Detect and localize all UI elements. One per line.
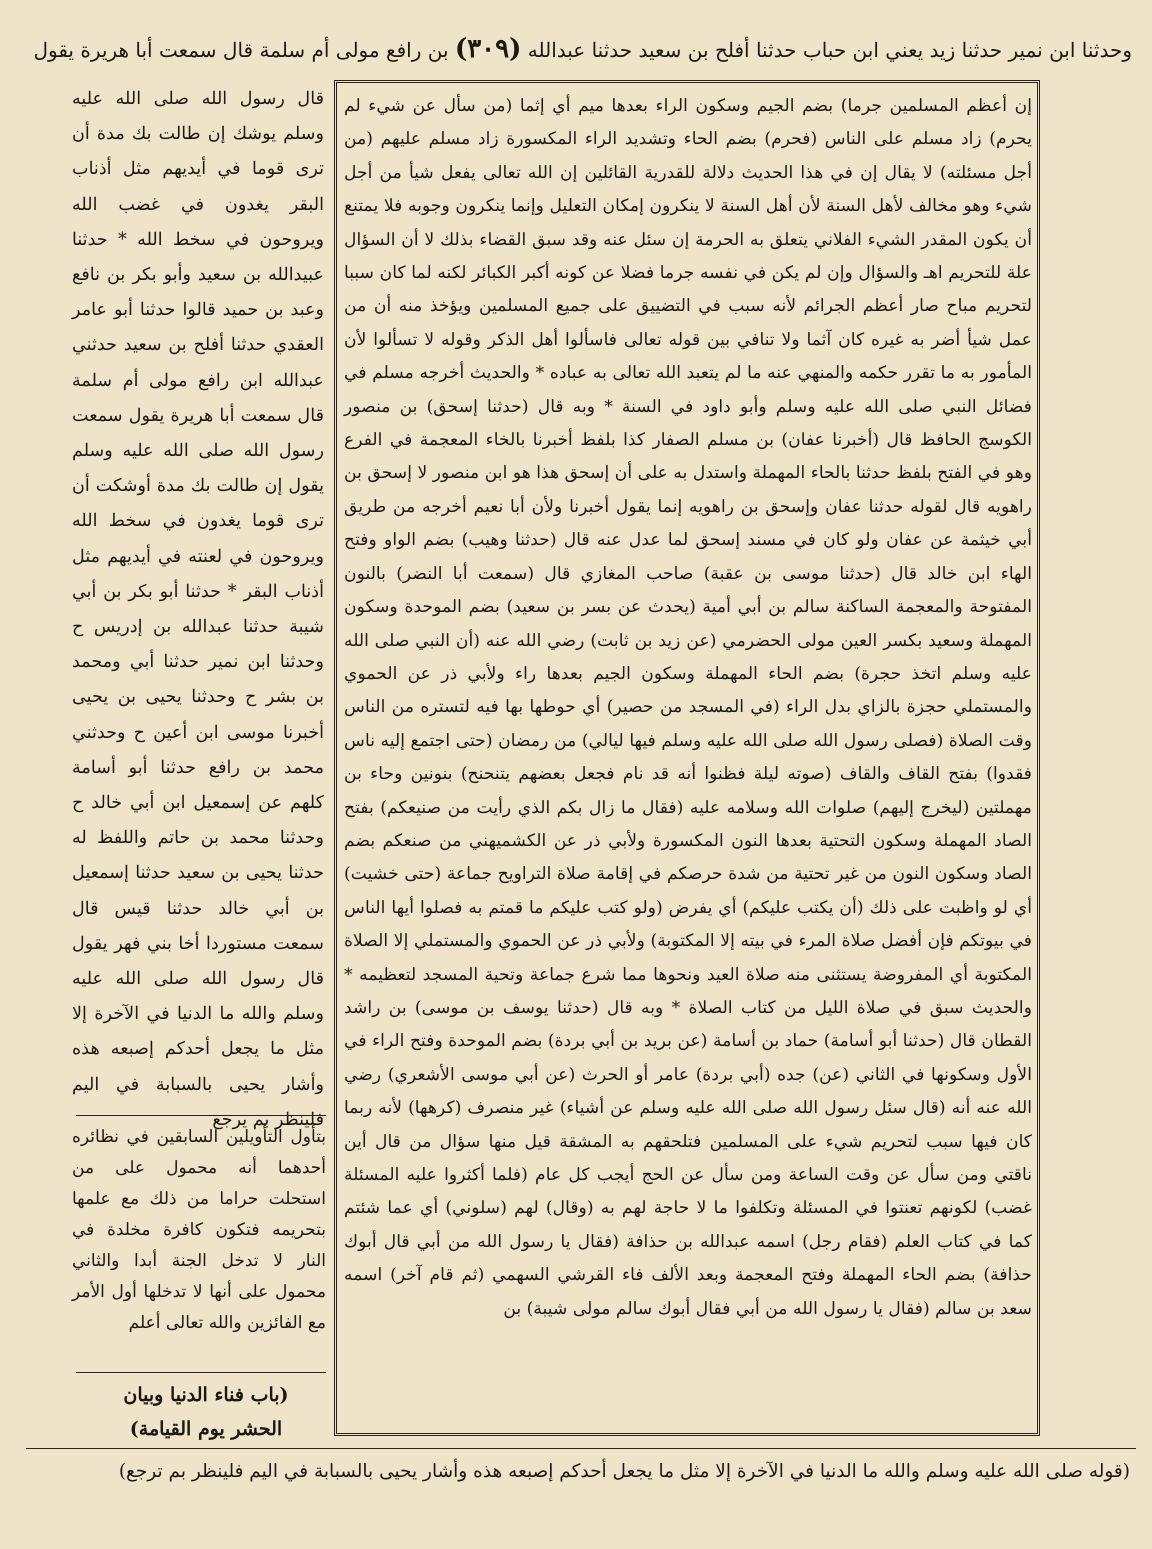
page-header [20, 26, 1132, 74]
chapter-heading: (باب فناء الدنيا وبيان الحشر يوم القيامة) [123, 1384, 289, 1440]
hadith-column: قال رسول الله صلى الله عليه وسلم يوشك إن طالت بك مدة أن ترى قوما في أيديهم مثل أذناب البقر يغدون في غضب الله ويروحون في سخط الله * حدثنا عبيدالله بن سعيد وأبو بكر بن نافع وعبد بن حميد قالوا حدثنا أبو عامر العقدي حدثنا أفلح بن سعيد حدثني عبدالله ابن رافع مولى أم سلمة قال سمعت أبا هريرة يقول سمعت رسول الله صلى الله عليه وسلم يقول إن طالت بك مدة أوشكت أن ترى قوما يغدون في سخط الله ويروحون في لعنته في أيديهم مثل أذناب البقر * حدثنا أبو بكر بن أبي شيبة حدثنا عبدالله بن إدريس ح وحدثنا ابن نمير حدثنا أبي ومحمد بن بشر ح وحدثنا يحيى بن يحيى أخبرنا موسى ابن أعين ح وحدثني محمد بن رافع حدثنا أبو أسامة كلهم عن إسمعيل ابن أبي خالد ح وحدثنا محمد بن حاتم واللفظ له حدثنا يحيى بن سعيد حدثنا إسمعيل بن أبي خالد حدثنا قيس قال سمعت مستوردا أخا بني فهر يقول قال رسول الله صلى الله عليه وسلم والله ما الدنيا في الآخرة إلا مثل ما يجعل أحدكم إصبعه هذه وأشار يحيى بالسبابة في اليم فلينظر بم يرجع [72, 89, 324, 1130]
divider [76, 1372, 326, 1373]
commentary-paragraph: إن أعظم المسلمين جرما) بضم الجيم وسكون الراء بعدها ميم أي إثما (من سأل عن شيء لم يحرم) زاد مسلم على الناس (فحرم) بضم الحاء وتشديد الراء المكسورة زاد مسلم عليهم (من أجل مسئلته) لا يقال إن في هذا الحديث دلالة للقدرية القائلين إن الله تعالى يفعل شيأ من أجل شيء وهو مخالف لأهل السنة لأن أهل السنة لا ينكرون إمكان التعليل وإنما ينكرون وجوبه فلا يمتنع أن يكون المقدر الشيء الفلاني يتعلق به الحرمة إن سئل عنه وقد سبق القضاء بذلك لا أن السؤال علة للتحريم اهـ والسؤال وإن لم يكن في نفسه جرما فضلا عن كونه أكبر الكبائر لكنه لما كان سببا لتحريم مباح صار أعظم الجرائم لأنه سبب في التضييق على جميع المسلمين ويؤخذ منه أن من عمل شيأ أضر به غيره كان آثما ولا تنافي بين قوله تعالى فاسألوا أهل الذكر وقوله لا تسألوا لأن المأمور به ما تقرر حكمه والمنهي عنه ما لم يتعبد الله تعالى به عباده * والحديث أخرجه مسلم في فضائل النبي صلى الله عليه وسلم وأبو داود في السنة * وبه قال (حدثنا إسحق) بن منصور الكوسج الحافظ قال (أخبرنا عفان) بن مسلم الصفار كذا بلفظ أخبرنا بالخاء المعجمة في الفرع وهو في الفتح بلفظ حدثنا بالحاء المهملة واستدل به على أن إسحق هذا هو ابن منصور لا إسحق بن راهويه قال لقوله حدثنا عفان وإسحق بن راهويه إنما يقول أخبرنا ولأن أبا نعيم أخرجه من طريق أبي خيثمة عن عفان ولو كان في مسند إسحق لما عدل عنه قال (حدثنا وهيب) بضم الواو وفتح الهاء ابن خالد قال (حدثنا موسى بن عقبة) صاحب المغازي قال (سمعت أبا النضر) بالنون المفتوحة والمعجمة الساكنة سالم بن أبي أمية (يحدث عن بسر بن سعيد) بضم الموحدة وسكون المهملة وسعيد بكسر العين مولى الحضرمي (عن زيد بن ثابت) رضي الله عنه (أن النبي صلى الله عليه وسلم اتخذ حجرة) بضم الحاء المهملة وسكون الجيم بعدها راء ولأبي ذر عن الحموي والمستملي حجزة بالزاي بدل الراء (في المسجد من حصير) أي حوطها بها فيه لتستره من الناس وقت الصلاة (فصلى رسول الله صلى الله عليه وسلم فيها ليالي) من رمضان (حتى اجتمع إليه ناس فقدوا) بفتح القاف والقاف (صوته ليلة فظنوا أنه قد نام فجعل بعضهم يتنحنح) بنونين وحاء بن مهملتين (ليخرج إليهم) صلوات الله وسلامه عليه (فقال ما زال بكم الذي رأيت من صنيعكم) بفتح الصاد المهملة وسكون التحتية بعدها النون المكسورة ولأبي ذر عن الكشميهني من صنعكم بضم الصاد وسكون النون من غير تحتية من شدة حرصكم في إقامة صلاة التراويح جماعة (حتى خشيت) أي لو واظبت على ذلك (أن يكتب عليكم) أي يفرض (ولو كتب عليكم ما قمتم به فصلوا أيها الناس في بيوتكم فإن أفضل صلاة المرء في بيته إلا المكتوبة) ولأبي ذر عن الحموي والمستملي إلا الصلاة المكتوبة أي المفروضة يستثنى منه صلاة العيد ونحوها مما شرع جماعة وتحية المسجد لتعظيمه * والحديث سبق في صلاة الليل من كتاب الصلاة * وبه قال (حدثنا يوسف بن موسى) بن راشد القطان قال (حدثنا أبو أسامة) حماد بن أسامة (عن بريد بن أبي بردة) بضم الموحدة وفتح الراء في الأول وسكونها في الثاني (عن) جده (أبي بردة) عامر أو الحرث (عن أبي موسى الأشعري) رضي الله عنه أنه (قال سئل رسول الله صلى الله عليه وسلم عن أشياء) غير منصرف (كرهها) لأنه ربما كان فيها سبب لتحريم شيء على المسلمين فتلحقهم به المشقة قيل منها سؤال من قال أين ناقتي ومن سأل عن وقت الساعة ومن سأل عن الحج أيجب كل عام (فلما أكثروا عليه المسئلة غضب) لكونهم تعنتوا في المسئلة وتكلفوا ما لا حاجة لهم به (وقال) لهم (سلوني) أي عما شئتم كما في كتاب العلم (فقام رجل) اسمه عبدالله بن حذافة (فقال يا رسول الله من أبي قال أبوك حذافة) بضم الحاء المهملة وفتح المعجمة وبعد الألف فاء القرشي السهمي (ثم قام آخر) اسمه سعد بن سالم (فقال يا رسول الله من أبي فقال أبوك سالم مولى شيبة) بن [344, 96, 1032, 1319]
page-number: (٣٠٩) [454, 34, 522, 64]
side-footnote: بتأول التأويلين السابقين في نظائره أحدهما أنه محمول على من استحلت حراما من ذلك مع علمها بتحريمه فتكون كافرة مخلدة في النار لا تدخل الجنة أبدا والثاني محمول على أنها لا تدخلها أول الأمر مع الفائزين والله تعالى أعلم [72, 1127, 326, 1333]
bottom-note: (قوله صلى الله عليه وسلم والله ما الدنيا في الآخرة إلا مثل ما يجعل أحدكم إصبعه هذه وأشار يحيى بالسبابة في اليم فلينظر بم ترجع) [118, 1461, 1130, 1482]
commentary-block [344, 90, 1032, 1430]
divider [76, 1115, 326, 1116]
header-text-left: بن رافع مولى أم سلمة قال سمعت أبا هريرة يقول [33, 38, 449, 62]
header-text-right: وحدثنا ابن نمير حدثنا زيد يعني ابن حباب حدثنا أفلح بن سعيد حدثنا عبدالله [527, 38, 1132, 62]
divider [26, 1448, 1136, 1449]
